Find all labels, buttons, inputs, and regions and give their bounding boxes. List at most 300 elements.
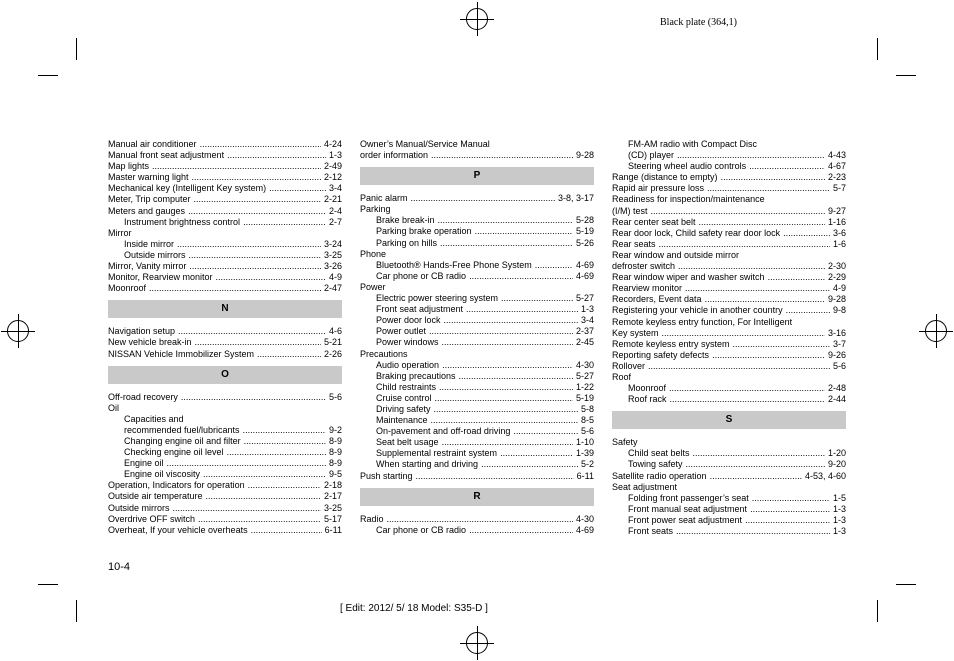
index-entry-label: Remote keyless entry system xyxy=(612,338,730,349)
index-entry xyxy=(108,261,342,272)
index-entry xyxy=(360,371,594,382)
leader-dots xyxy=(444,315,578,326)
index-entry-page: 5-27 xyxy=(575,293,594,304)
index-entry-page: 3-8, 3-17 xyxy=(557,193,594,204)
index-entry xyxy=(108,326,342,337)
index-entry xyxy=(108,414,342,425)
leader-dots xyxy=(513,426,578,437)
leader-dots xyxy=(189,250,321,261)
leader-dots xyxy=(469,271,573,282)
index-entry-page: 1-3 xyxy=(328,150,342,161)
leader-dots xyxy=(173,503,321,514)
index-entry-label: Registering your vehicle in another country xyxy=(612,305,783,316)
index-entry-label: NISSAN Vehicle Immobilizer System xyxy=(108,348,255,359)
leader-dots xyxy=(442,437,573,448)
index-entry-label: Parking brake operation xyxy=(376,226,472,237)
index-entry xyxy=(360,382,594,393)
leader-dots xyxy=(469,525,573,536)
index-entry-page: 2-47 xyxy=(323,283,342,294)
index-entry-page: 9-2 xyxy=(328,424,342,435)
index-entry-page: 8-9 xyxy=(328,447,342,458)
index-entry-page: 5-21 xyxy=(323,337,342,348)
index-entry-page: 8-9 xyxy=(328,458,342,469)
index-entry-label: Rear center seat belt xyxy=(612,216,696,227)
index-entry-page: 5-8 xyxy=(580,403,594,414)
index-entry xyxy=(612,294,846,305)
index-entry xyxy=(612,217,846,228)
index-entry-label: Manual air conditioner xyxy=(108,139,197,149)
leader-dots xyxy=(705,294,825,305)
index-entry xyxy=(612,194,846,205)
plate-label: Black plate (364,1) xyxy=(660,17,737,28)
index-entry-label: On-pavement and off-road driving xyxy=(376,426,511,437)
index-entry xyxy=(612,361,846,372)
index-entry-page: 2-21 xyxy=(323,194,342,205)
index-entry-label: Electric power steering system xyxy=(376,293,499,304)
index-entry xyxy=(360,426,594,437)
index-entry-label: Towing safety xyxy=(628,459,683,470)
index-entry xyxy=(108,183,342,194)
index-entry-page: 2-17 xyxy=(323,491,342,502)
index-entry xyxy=(612,283,846,294)
index-entry xyxy=(108,403,342,414)
index-entry-label: defroster switch xyxy=(612,261,676,272)
index-entry xyxy=(360,150,594,161)
index-entry-label: Meter, Trip computer xyxy=(108,194,191,205)
index-entry-label: Seat belt usage xyxy=(376,437,439,448)
index-entry xyxy=(360,282,594,293)
index-entry xyxy=(612,239,846,250)
index-entry-label: Meters and gauges xyxy=(108,205,186,216)
leader-dots xyxy=(251,525,322,536)
index-entry-label: Rapid air pressure loss xyxy=(612,183,705,194)
index-entry xyxy=(360,471,594,482)
index-entry-label: Push starting xyxy=(360,470,413,481)
leader-dots xyxy=(431,415,578,426)
index-entry xyxy=(360,315,594,326)
index-entry xyxy=(108,436,342,447)
index-entry-page: 5-6 xyxy=(580,426,594,437)
leader-dots xyxy=(188,206,326,217)
leader-dots xyxy=(648,361,830,372)
index-entry-label: When starting and driving xyxy=(376,459,479,470)
index-entry-label: Mechanical key (Intelligent Key system) xyxy=(108,183,267,194)
index-entry-page: 2-4 xyxy=(328,205,342,216)
leader-dots xyxy=(195,337,321,348)
leader-dots xyxy=(442,337,573,348)
section-letter-header: R xyxy=(360,488,594,506)
index-entry xyxy=(612,161,846,172)
index-entry xyxy=(360,437,594,448)
index-entry xyxy=(108,469,342,480)
leader-dots xyxy=(439,382,573,393)
index-entry xyxy=(612,504,846,515)
index-entry-page: 1-20 xyxy=(827,448,846,459)
index-entry-page: 3-16 xyxy=(827,327,846,338)
leader-dots xyxy=(227,150,326,161)
index-entry-page: 4-30 xyxy=(575,359,594,370)
index-entry-page: 4-69 xyxy=(575,524,594,535)
index-entry-label: New vehicle break-in xyxy=(108,337,192,348)
leader-dots xyxy=(416,471,574,482)
leader-dots xyxy=(459,371,573,382)
index-entry xyxy=(612,317,846,328)
leader-dots xyxy=(749,161,825,172)
index-entry-label: Key system xyxy=(612,327,659,338)
index-entry xyxy=(108,503,342,514)
crop-mark xyxy=(76,38,77,60)
index-entry-label: Moonroof xyxy=(108,283,147,294)
leader-dots xyxy=(501,293,573,304)
index-entry-label: Overheat, If your vehicle overheats xyxy=(108,524,248,535)
index-entry-label: Readiness for inspection/maintenance xyxy=(612,194,765,205)
leader-dots xyxy=(244,436,326,447)
index-entry-label: Maintenance xyxy=(376,415,428,426)
index-entry-page: 2-49 xyxy=(323,161,342,172)
index-entry xyxy=(108,206,342,217)
index-entry-label: Supplemental restraint system xyxy=(376,448,498,459)
index-entry xyxy=(108,392,342,403)
index-entry xyxy=(108,514,342,525)
index-entry-label: Range (distance to empty) xyxy=(612,172,718,183)
index-entry-page: 3-7 xyxy=(832,338,846,349)
index-entry-label: Power door lock xyxy=(376,315,441,326)
index-entry-page: 4-43 xyxy=(827,150,846,161)
edit-info: [ Edit: 2012/ 5/ 18 Model: S35-D ] xyxy=(340,603,488,614)
index-entry xyxy=(108,525,342,536)
crop-mark xyxy=(38,75,58,76)
index-entry-label: Child seat belts xyxy=(628,448,690,459)
index-entry-page: 2-44 xyxy=(827,394,846,405)
index-entry xyxy=(360,139,594,150)
leader-dots xyxy=(434,404,578,415)
index-entry-page: 2-45 xyxy=(575,337,594,348)
index-entry-label: Navigation setup xyxy=(108,326,176,337)
index-entry-label: Power windows xyxy=(376,337,439,348)
index-entry xyxy=(360,260,594,271)
index-entry xyxy=(360,349,594,360)
index-entry xyxy=(360,337,594,348)
index-entry xyxy=(360,404,594,415)
index-entry-label: Remote keyless entry function, For Intelligent xyxy=(612,316,793,327)
index-entry xyxy=(108,447,342,458)
index-entry xyxy=(612,206,846,217)
index-entry-page: 1-3 xyxy=(832,503,846,514)
leader-dots xyxy=(466,304,578,315)
crop-mark xyxy=(38,584,58,585)
leader-dots xyxy=(699,217,825,228)
section-letter-header: O xyxy=(108,366,342,384)
index-entry-label: Front manual seat adjustment xyxy=(628,503,748,514)
index-entry-page: 9-27 xyxy=(827,205,846,216)
index-entry xyxy=(108,491,342,502)
index-entry-label: Audio operation xyxy=(376,359,440,370)
index-entry-page: 1-3 xyxy=(832,526,846,536)
leader-dots xyxy=(651,206,825,217)
index-entry xyxy=(360,360,594,371)
index-entry-label: Front seats xyxy=(628,526,674,536)
leader-dots xyxy=(783,228,830,239)
index-entry-page: 1-10 xyxy=(575,437,594,448)
index-entry xyxy=(108,161,342,172)
index-entry xyxy=(360,393,594,404)
index-entry xyxy=(360,415,594,426)
registration-mark-icon xyxy=(1,314,35,348)
leader-dots xyxy=(659,239,830,250)
index-entry xyxy=(612,139,846,150)
index-entry-label: Operation, Indicators for operation xyxy=(108,480,245,491)
index-entry-label: Instrument brightness control xyxy=(124,216,241,227)
leader-dots xyxy=(677,150,825,161)
index-entry xyxy=(108,228,342,239)
leader-dots xyxy=(669,383,825,394)
index-entry-page: 5-2 xyxy=(580,459,594,470)
leader-dots xyxy=(678,261,825,272)
index-entry-page: 2-18 xyxy=(323,480,342,491)
index-column-1 xyxy=(108,139,342,536)
index-entry-page: 2-12 xyxy=(323,172,342,183)
leader-dots xyxy=(206,491,321,502)
index-entry-page: 4-53, 4-60 xyxy=(804,470,846,481)
index-entry xyxy=(108,250,342,261)
leader-dots xyxy=(662,328,825,339)
index-entry xyxy=(108,458,342,469)
index-entry-label: Rear door lock, Child safety rear door lock xyxy=(612,227,781,238)
index-entry-page: 2-37 xyxy=(575,326,594,337)
index-entry xyxy=(360,326,594,337)
leader-dots xyxy=(481,459,578,470)
index-entry-label: Outside mirrors xyxy=(108,502,170,513)
index-entry xyxy=(108,283,342,294)
index-entry-label: Mirror xyxy=(108,227,132,238)
index-entry xyxy=(108,172,342,183)
index-entry-page: 8-9 xyxy=(328,435,342,446)
index-entry-page: 4-6 xyxy=(328,326,342,337)
leader-dots xyxy=(535,260,573,271)
index-entry-label: (I/M) test xyxy=(612,205,648,216)
index-entry-label: Checking engine oil level xyxy=(124,447,224,458)
index-entry-page: 2-26 xyxy=(323,348,342,359)
leader-dots xyxy=(192,172,321,183)
index-entry-label: Changing engine oil and filter xyxy=(124,435,241,446)
index-entry xyxy=(360,238,594,249)
index-entry-label: Precautions xyxy=(360,348,408,359)
index-entry-label: Brake break-in xyxy=(376,215,435,226)
leader-dots xyxy=(712,350,825,361)
leader-dots xyxy=(768,272,825,283)
index-entry-label: Radio xyxy=(360,513,384,524)
index-entry-label: Rear window and outside mirror xyxy=(612,249,740,260)
index-entry-page: 2-48 xyxy=(827,383,846,394)
leader-dots xyxy=(750,504,830,515)
index-entry-label: Moonroof xyxy=(628,383,667,394)
index-entry-page: 8-5 xyxy=(580,415,594,426)
index-entry-label: Folding front passenger’s seat xyxy=(628,492,749,503)
index-entry-label: Outside air temperature xyxy=(108,491,203,502)
index-entry xyxy=(612,328,846,339)
index-entry-page: 5-6 xyxy=(328,391,342,402)
index-entry-label: Recorders, Event data xyxy=(612,294,702,305)
index-entry-page: 5-19 xyxy=(575,392,594,403)
index-column-3 xyxy=(612,139,846,537)
index-entry xyxy=(612,471,846,482)
index-entry-label: Front power seat adjustment xyxy=(628,514,743,525)
index-entry xyxy=(360,226,594,237)
section-letter-header: S xyxy=(612,411,846,429)
index-entry-page: 1-39 xyxy=(575,448,594,459)
leader-dots xyxy=(200,139,321,150)
leader-dots xyxy=(248,480,321,491)
leader-dots xyxy=(442,360,573,371)
index-entry xyxy=(360,293,594,304)
index-entry-label: FM-AM radio with Compact Disc xyxy=(628,139,758,149)
leader-dots xyxy=(243,217,326,228)
index-entry xyxy=(612,448,846,459)
index-entry xyxy=(360,459,594,470)
index-entry-page: 9-28 xyxy=(827,294,846,305)
index-entry-page: 3-24 xyxy=(323,238,342,249)
leader-dots xyxy=(152,161,321,172)
leader-dots xyxy=(693,448,825,459)
section-letter-header: P xyxy=(360,167,594,185)
leader-dots xyxy=(243,425,326,436)
index-entry-label: Panic alarm xyxy=(360,193,408,204)
index-entry-label: Phone xyxy=(360,248,387,259)
leader-dots xyxy=(411,193,555,204)
leader-dots xyxy=(198,514,321,525)
index-entry-label: Safety xyxy=(612,437,638,448)
leader-dots xyxy=(676,526,830,537)
index-entry-label: (CD) player xyxy=(628,150,675,161)
crop-mark xyxy=(896,584,916,585)
index-entry-page: 1-5 xyxy=(832,492,846,503)
index-entry-label: Front seat adjustment xyxy=(376,304,464,315)
index-entry-label: Cruise control xyxy=(376,392,432,403)
index-entry xyxy=(612,172,846,183)
index-entry xyxy=(612,305,846,316)
leader-dots xyxy=(733,339,830,350)
index-entry xyxy=(612,150,846,161)
index-entry xyxy=(108,217,342,228)
index-entry-label: Steering wheel audio controls xyxy=(628,161,747,172)
index-entry-page: 5-7 xyxy=(832,183,846,194)
index-entry-page: 5-17 xyxy=(323,513,342,524)
index-entry-label: Roof rack xyxy=(628,394,667,405)
index-entry xyxy=(108,194,342,205)
index-entry xyxy=(360,249,594,260)
index-entry xyxy=(360,193,594,204)
index-entry-page: 4-9 xyxy=(832,283,846,294)
index-entry-page: 3-4 xyxy=(580,315,594,326)
index-entry-label: Oil xyxy=(108,402,119,413)
index-entry-label: Rearview monitor xyxy=(612,283,683,294)
index-entry-page: 3-25 xyxy=(323,502,342,513)
index-entry-page: 9-8 xyxy=(832,305,846,316)
index-entry xyxy=(612,437,846,448)
index-entry-label: Mirror, Vanity mirror xyxy=(108,261,187,272)
index-entry-label: order information xyxy=(360,150,429,161)
index-entry xyxy=(108,150,342,161)
index-entry-page: 4-69 xyxy=(575,259,594,270)
leader-dots xyxy=(475,226,573,237)
index-entry xyxy=(360,525,594,536)
leader-dots xyxy=(227,447,326,458)
index-entry xyxy=(612,250,846,261)
index-entry xyxy=(108,349,342,360)
leader-dots xyxy=(752,493,830,504)
leader-dots xyxy=(686,459,825,470)
index-entry-page: 6-11 xyxy=(576,470,594,481)
leader-dots xyxy=(194,194,321,205)
index-entry-label: Manual front seat adjustment xyxy=(108,150,225,161)
index-entry-label: Rear seats xyxy=(612,238,656,249)
index-entry-label: Master warning light xyxy=(108,172,189,183)
index-entry-page: 9-20 xyxy=(827,459,846,470)
index-entry xyxy=(612,394,846,405)
index-entry xyxy=(360,204,594,215)
leader-dots xyxy=(177,239,321,250)
registration-mark-icon xyxy=(460,2,494,36)
crop-mark xyxy=(877,600,878,622)
leader-dots xyxy=(216,272,326,283)
index-entry-page: 4-30 xyxy=(575,513,594,524)
leader-dots xyxy=(710,471,802,482)
index-entry-page: 9-5 xyxy=(328,469,342,480)
registration-mark-icon xyxy=(460,626,494,660)
leader-dots xyxy=(500,448,573,459)
index-entry-page: 2-30 xyxy=(827,261,846,272)
index-entry-label: Owner’s Manual/Service Manual xyxy=(360,139,490,149)
leader-dots xyxy=(178,326,326,337)
index-entry-label: Map lights xyxy=(108,161,150,172)
index-entry-label: Reporting safety defects xyxy=(612,349,710,360)
index-entry-label: Power outlet xyxy=(376,326,427,337)
index-entry xyxy=(360,271,594,282)
leader-dots xyxy=(721,172,825,183)
index-entry-page: 1-16 xyxy=(827,216,846,227)
index-entry xyxy=(612,493,846,504)
index-entry xyxy=(612,372,846,383)
index-entry-page: 9-26 xyxy=(827,349,846,360)
index-entry-label: Overdrive OFF switch xyxy=(108,513,196,524)
leader-dots xyxy=(707,183,830,194)
index-entry-label: Power xyxy=(360,281,386,292)
crop-mark xyxy=(877,38,878,60)
index-entry-label: Engine oil viscosity xyxy=(124,469,201,480)
index-entry-label: Engine oil xyxy=(124,458,164,469)
index-entry xyxy=(612,183,846,194)
index-entry-page: 1-6 xyxy=(832,238,846,249)
leader-dots xyxy=(440,238,573,249)
crop-mark xyxy=(76,600,77,622)
index-entry-page: 3-25 xyxy=(323,249,342,260)
leader-dots xyxy=(203,469,326,480)
index-entry-page: 1-22 xyxy=(575,381,594,392)
crop-mark xyxy=(896,75,916,76)
leader-dots xyxy=(149,283,321,294)
index-entry xyxy=(612,261,846,272)
leader-dots xyxy=(745,515,830,526)
page-number: 10-4 xyxy=(108,561,131,573)
index-entry-page: 3-6 xyxy=(832,227,846,238)
index-entry-page: 6-11 xyxy=(324,524,342,535)
index-entry-page: 4-69 xyxy=(575,270,594,281)
index-entry xyxy=(108,337,342,348)
leader-dots xyxy=(685,283,830,294)
index-entry-page: 5-27 xyxy=(575,370,594,381)
index-entry xyxy=(612,515,846,526)
index-entry-label: Braking precautions xyxy=(376,370,456,381)
